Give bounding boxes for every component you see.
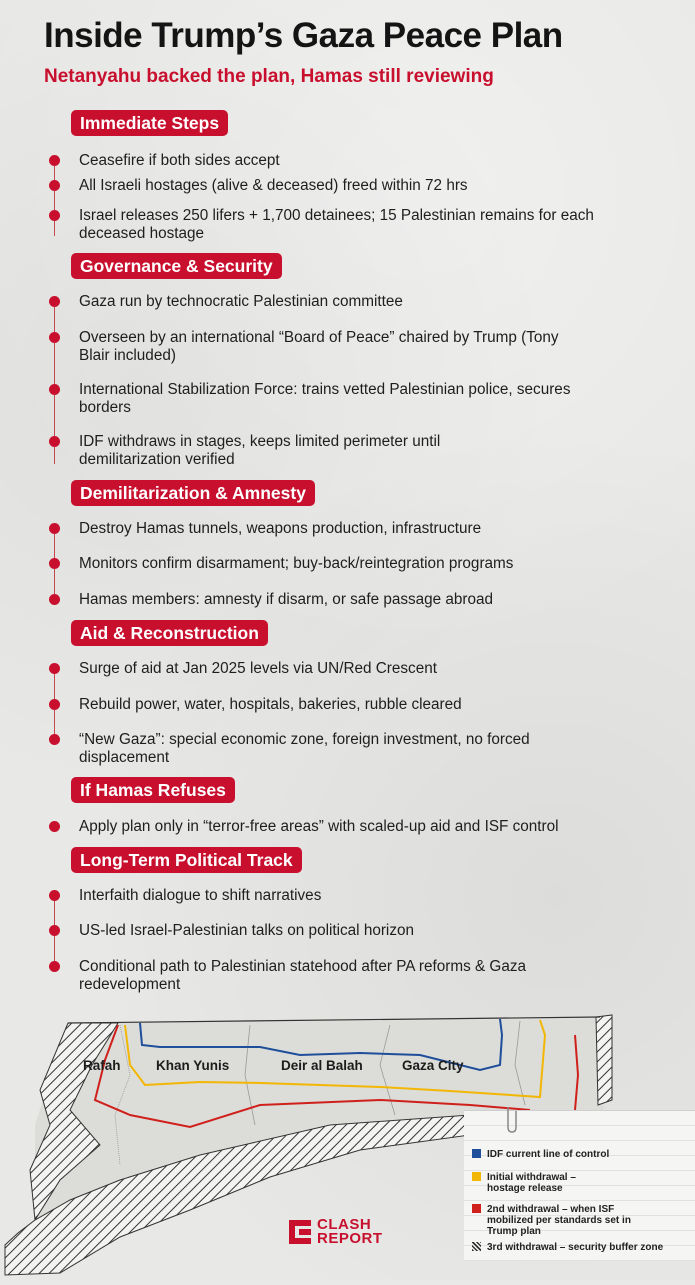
bullet-dot	[49, 594, 60, 605]
legend-label: 3rd withdrawal – security buffer zone	[487, 1242, 664, 1253]
section-heading-if-hamas-refuses: If Hamas Refuses	[71, 777, 235, 803]
buffer-zone-hatch-north	[596, 1015, 612, 1105]
logo-line1: CLASH	[317, 1216, 372, 1233]
bullet-dot	[49, 332, 60, 343]
legend-label: IDF current line of control	[487, 1149, 610, 1160]
city-label-gaza-city: Gaza City	[402, 1058, 464, 1073]
bullet-dot	[49, 523, 60, 534]
list-item: International Stabilization Force: trains vetted Palestinian police, secures borders	[79, 381, 571, 416]
legend-label: Initial withdrawal – hostage release	[487, 1172, 576, 1194]
list-item: Ceasefire if both sides accept	[79, 152, 280, 169]
city-label-deir-al-balah: Deir al Balah	[281, 1058, 363, 1073]
page-title: Inside Trump’s Gaza Peace Plan	[44, 16, 563, 55]
paperclip-icon	[504, 1105, 518, 1135]
logo-line2: REPORT	[317, 1230, 383, 1247]
section-heading-aid-reconstruction: Aid & Reconstruction	[71, 620, 268, 646]
city-label-khan-yunis: Khan Yunis	[156, 1058, 230, 1073]
bullet-dot	[49, 180, 60, 191]
list-item: All Israeli hostages (alive & deceased) freed within 72 hrs	[79, 177, 468, 194]
list-item: US-led Israel-Palestinian talks on political horizon	[79, 922, 414, 939]
legend-swatch-hatch	[472, 1242, 481, 1251]
list-item: Destroy Hamas tunnels, weapons production, infrastructure	[79, 520, 482, 537]
clash-report-wordmark	[317, 1218, 383, 1246]
legend-label: 2nd withdrawal – when ISF mobilized per standards set in Trump plan	[487, 1204, 631, 1237]
list-item: Interfaith dialogue to shift narratives	[79, 887, 322, 904]
bullet-dot	[49, 558, 60, 569]
list-item: Surge of aid at Jan 2025 levels via UN/Red Crescent	[79, 660, 437, 677]
list-item: Monitors confirm disarmament; buy-back/reintegration programs	[79, 555, 514, 572]
legend-swatch-red	[472, 1204, 481, 1213]
list-item: Gaza run by technocratic Palestinian committee	[79, 293, 403, 310]
bullet-dot	[49, 925, 60, 936]
legend-swatch-yellow	[472, 1172, 481, 1181]
list-item: IDF withdraws in stages, keeps limited perimeter until demilitarization verified	[79, 433, 441, 468]
bullet-dot	[49, 961, 60, 972]
bullet-dot	[49, 210, 60, 221]
bullet-dot	[49, 663, 60, 674]
page-subtitle: Netanyahu backed the plan, Hamas still reviewing	[44, 66, 494, 87]
bullet-dot	[49, 821, 60, 832]
list-item: Overseen by an international “Board of Peace” chaired by Trump (Tony Blair included)	[79, 329, 559, 364]
list-item: “New Gaza”: special economic zone, foreign investment, no forced displacement	[79, 731, 530, 766]
map-legend	[464, 1110, 695, 1261]
section-heading-demilitarization-amnesty: Demilitarization & Amnesty	[71, 480, 315, 506]
bullet-dot	[49, 699, 60, 710]
section-heading-immediate-steps: Immediate Steps	[71, 110, 228, 136]
list-item: Conditional path to Palestinian statehood after PA reforms & Gaza redevelopment	[79, 958, 526, 993]
section-heading-long-term-political-track: Long-Term Political Track	[71, 847, 302, 873]
list-item: Israel releases 250 lifers + 1,700 detainees; 15 Palestinian remains for each deceased hostage	[79, 207, 594, 242]
bullet-dot	[49, 384, 60, 395]
city-label-rafah: Rafah	[83, 1058, 121, 1073]
bullet-dot	[49, 155, 60, 166]
bullet-dot	[49, 734, 60, 745]
bullet-dot	[49, 890, 60, 901]
list-item: Hamas members: amnesty if disarm, or safe passage abroad	[79, 591, 494, 608]
list-item: Rebuild power, water, hospitals, bakeries, rubble cleared	[79, 696, 462, 713]
legend-swatch-blue	[472, 1149, 481, 1158]
connector-line	[54, 160, 55, 236]
bullet-dot	[49, 436, 60, 447]
bullet-dot	[49, 296, 60, 307]
section-heading-governance-security: Governance & Security	[71, 253, 282, 279]
list-item: Apply plan only in “terror-free areas” with scaled-up aid and ISF control	[79, 818, 559, 835]
clash-report-logo-icon	[287, 1218, 313, 1246]
